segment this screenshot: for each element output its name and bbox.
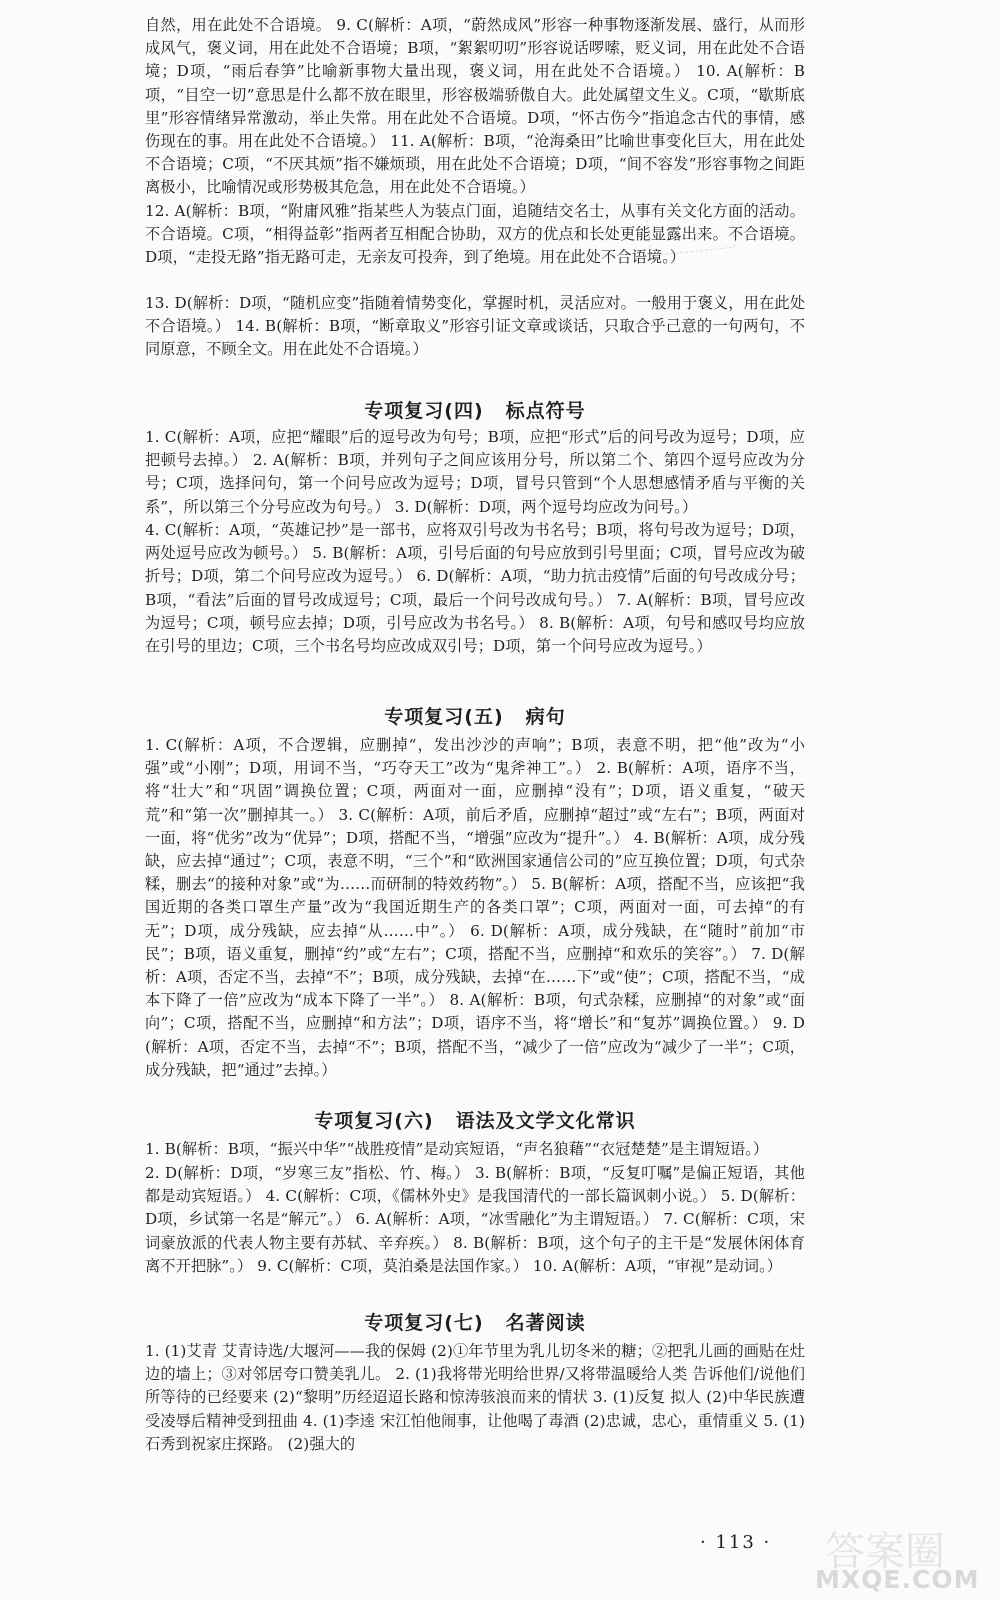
answer-paragraph-2: 12. A(解析：B项，“附庸风雅”指某些人为装点门面，追随结交名士，从事有关文化方面的活动。不合语境。C项，“相得益彰”指两者互相配合协助，双方的优点和长处更能显露出来。不合语境。D项，“走投无路”指无路可走，无亲友可投奔，到了绝境。用在此处不合语境。） [145,202,805,267]
answer-paragraph: 1. C(解析：A项，不合逻辑，应删掉“，发出沙沙的声响”；B项，表意不明，把“他”改为“小强”或“小刚”；D项，用词不当，“巧夺天工”改为“鬼斧神工”。） 2. B(解析：A项，语序不当，将“壮大”和“巩固”调换位置；C项，两面对一面，应删掉“没有”；D项，语义重复，“破天荒”和“第一次”删掉其一。） 3. C(解析：A项，前后矛盾，应删掉“超过”或“左右”；B项，两面对一面，将“优劣”改为“优异”；D项，搭配不当，“增强”应改为“提升”。） 4. B(解析：A项，成分残缺，应去掉“通过”；C项，表意不明，“三个”和“欧洲国家通信公司的”应互换位置；D项，句式杂糅，删去“的接种对象”或“为……而研制的特效药物”。） 5. B(解析：A项，搭配不当，应该把“我国近期的各类口罩生产量”改为“我国近期生产的各类口罩”；C项，两面对一面，可去掉“的有无”；D项，成分残缺，应去掉“从……中”。） 6. D(解析：A项，成分残缺，在“随时”前加“市民”；B项，语义重复，删掉“约”或“左右”；C项，搭配不当，应删掉“和欢乐的笑容”。） 7. D(解析：A项，否定不当，去掉“不”；B项，成分残缺，去掉“在……下”或“使”；C项，搭配不当，“成本下降了一倍”应改为“成本下降了一半”。） 8. A(解析：B项，句式杂糅，应删掉“的对象”或“面向”；C项，搭配不当，应删掉“和方法”；D项，语序不当，将“增长”和“复苏”调换位置。） 9. D(解析：A项，否定不当，去掉“不”；B项，搭配不当，“减少了一倍”应改为“减少了一半”；C项，成分残缺，把“通过”去掉。） [145,736,805,1079]
section-sentence-errors [145,702,805,729]
answer-paragraph-3: 13. D(解析：D项，“随机应变”指随着情势变化，掌握时机，灵活应对。一般用于褒义，用在此处不合语境。） 14. B(解析：B项，“断章取义”形容引证文章或谈话，只取合乎己意的一句两句，不同原意，不顾全文。用在此处不合语境。） [145,294,805,359]
section-heading [145,1106,805,1133]
answer-paragraph: 4. C(解析：A项，“英雄记抄”是一部书，应将双引号改为书名号；B项，将句号改为逗号；D项，两处逗号应改为顿号。） 5. B(解析：A项，引号后面的句号应放到引号里面；C项，冒号应改为破折号；D项，第二个问号应改为逗号。） 6. D(解析：A项，“助力抗击疫情”后面的句号改成分号；B项，“看法”后面的冒号改成逗号；C项，最后一个问号改成句号。） 7. A(解析：B项，冒号应改为逗号；C项，顿号应去掉；D项，引号应改为书名号。） 8. B(解析：A项，句号和感叹号均应放在引号的里边；C项，三个书名号均应改成双引号；D项，第一个问号应改为逗号。） [145,521,805,656]
watermark-logo [815,1520,995,1594]
answer-paragraph: 2. D(解析：D项，“岁寒三友”指松、竹、梅。） 3. B(解析：B项，“反复叮嘱”是偏正短语，其他都是动宾短语。） 4. C(解析：C项，《儒林外史》是我国清代的一部长篇讽刺小说。） 5. D(解析：D项，乡试第一名是“解元”。） 6. A(解析：A项，“冰雪融化”为主谓短语。） 7. C(解析：C项，宋词豪放派的代表人物主要有苏轼、辛弃疾。） 8. B(解析：B项，这个句子的主干是“发展休闲体育离不开把脉”。） 9. C(解析：C项，莫泊桑是法国作家。） 10. A(解析：A项，“审视”是动词。） [145,1164,805,1275]
section-heading [145,702,805,729]
section-subtitle: 病句 [525,706,566,728]
section-title: 专项复习(五) [384,706,504,728]
section-subtitle: 标点符号 [505,400,586,422]
section-subtitle: 名著阅读 [505,1312,586,1334]
section-subtitle: 语法及文学文化常识 [455,1110,636,1132]
page-number: · 113 · [700,1532,772,1553]
section-grammar-literature-body [145,1138,805,1324]
section-classics-reading [145,1308,805,1335]
section-title: 专项复习(六) [314,1110,434,1132]
section-heading [145,1308,805,1335]
section-grammar-literature [145,1106,805,1133]
watermark-mark: 答案圈 [825,1529,945,1575]
section-punctuation [145,396,805,423]
section-classics-reading-body [145,1340,805,1502]
section-heading [145,396,805,423]
answer-paragraph: 1. (1)艾青 艾青诗选/大堰河——我的保姆 (2)①年节里为乳儿切冬米的糖；②把乳儿画的画贴在灶边的墙上；③对邻居夸口赞美乳儿。 2. (1)我将带光明给世界/又将带温暖给人类 告诉他们/说他们所等待的已经要来 (2)“黎明”历经迢迢长路和惊涛骇浪而来的情状 3. (1)反复 拟人 (2)中华民族遭受凌辱后精神受到扭曲 4. (1)李逵 宋江怕他闹事，让他喝了毒酒 (2)忠诚，忠心，重情重义 5. (1)石秀到祝家庄探路。 (2)强大的 [145,1342,805,1453]
answer-paragraph-1: 自然，用在此处不合语境。 9. C(解析：A项，“蔚然成风”形容一种事物逐渐发展、盛行，从而形成风气，褒义词，用在此处不合语境；B项，“絮絮叨叨”形容说话啰嗦，贬义词，用在此处不合语境；D项，“雨后春笋”比喻新事物大量出现，褒义词，用在此处不合语境。） 10. A(解析：B项，“目空一切”意思是什么都不放在眼里，形容极端骄傲自大。此处属望文生义。C项，“歇斯底里”形容情绪异常激动，举止失常。用在此处不合语境。D项，“怀古伤今”指追念古代的事情，感伤现在的事。用在此处不合语境。） 11. A(解析：B项，“沧海桑田”比喻世事变化巨大，用在此处不合语境；C项，“不厌其烦”指不嫌烦琐，用在此处不合语境；D项，“间不容发”形容事物之间距离极小，比喻情况或形势极其危急，用在此处不合语境。） [145,16,805,197]
section-punctuation-body [145,426,805,704]
section-title: 专项复习(七) [364,1312,484,1334]
intro-block [145,14,805,362]
watermark-text: MXQE.COM [815,1565,980,1594]
section-sentence-errors-body [145,734,805,1104]
section-title: 专项复习(四) [364,400,484,422]
seal-stamp [646,206,736,257]
answer-paragraph: 1. C(解析：A项，应把“耀眼”后的逗号改为句号；B项，应把“形式”后的问号改为逗号；D项，应把顿号去掉。） 2. A(解析：B项，并列句子之间应该用分号，所以第二个、第四个逗号应改为分号；C项，选择问句，第一个问号应改为逗号；D项，冒号只管到“个人思想感情矛盾与平衡的关系”，所以第三个分号应改为句号。） 3. D(解析：D项，两个逗号均应改为问号。） [145,428,805,516]
answer-paragraph: 1. B(解析：B项，“振兴中华”“战胜疫情”是动宾短语，“声名狼藉”“衣冠楚楚”是主谓短语。） [145,1140,769,1158]
